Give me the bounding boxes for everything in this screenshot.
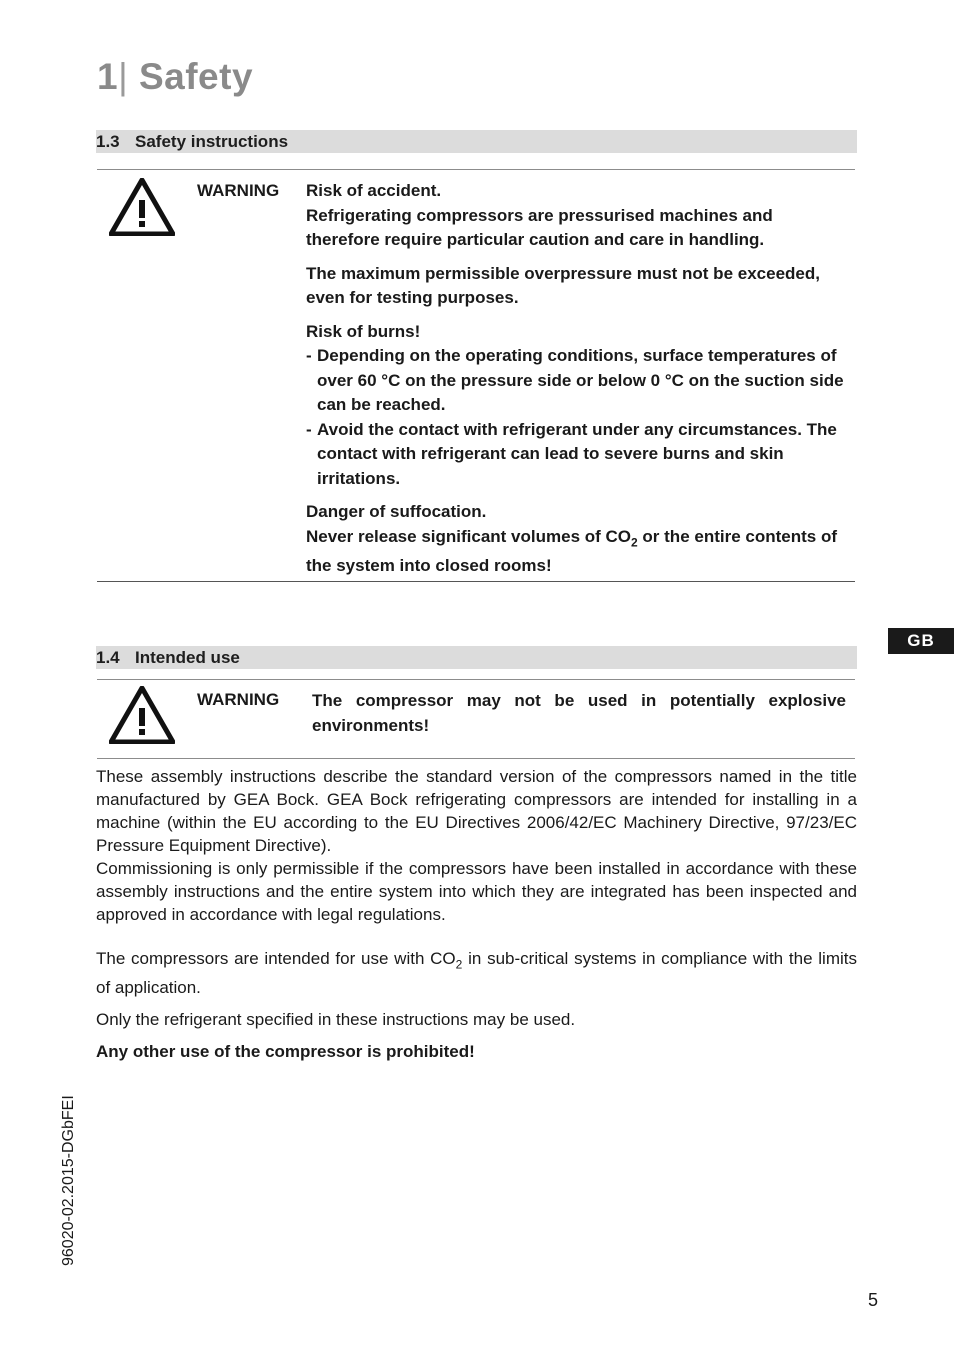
risk-accident-title: Risk of accident.	[306, 181, 442, 200]
paragraph: These assembly instructions describe the standard version of the compressors named in the title manufactured by GEA Bock. GEA Bock refrigerating compressors are intended for installing in a machine (within the EU according to the EU Directives 2006/42/EC Machinery Directive, 97/23/EC Pressure Equipment Directive).	[96, 767, 857, 855]
chapter-number: 1	[97, 56, 119, 97]
section-title: Safety instructions	[135, 132, 289, 151]
section-number: 1.4	[96, 648, 120, 667]
page-number: 5	[868, 1290, 879, 1310]
burns-title: Risk of burns!	[306, 321, 421, 341]
divider	[97, 758, 855, 759]
warning-label: WARNING	[197, 181, 280, 200]
list-item: - Avoid the contact with refrigerant under any circumstances. The contact with refrigerant can lead to severe burns and skin irritations.	[306, 419, 837, 488]
warning-label: WARNING	[197, 690, 280, 709]
suffocation-text: Never release significant volumes of $CO_2$ or the entire contents of the system into closed rooms!	[306, 526, 837, 576]
paragraph: Only the refrigerant specified in these instructions may be used.	[96, 1010, 576, 1030]
document-id: 96020-02.2015-DGbFEI	[60, 1095, 77, 1266]
page-title	[97, 56, 253, 98]
title-separator: |	[118, 56, 129, 97]
divider	[97, 679, 855, 680]
risk-accident-text: Refrigerating compressors are pressurised machines and therefore require particular caution and care in handling.	[306, 205, 773, 249]
prohibited-notice: Any other use of the compressor is prohibited!	[96, 1042, 475, 1062]
intended-use-body	[96, 765, 857, 1063]
suffocation-title: Danger of suffocation.	[306, 502, 487, 521]
language-tab: GB	[888, 628, 954, 654]
warning-triangle-icon	[109, 178, 175, 236]
section-title: Intended use	[135, 648, 240, 667]
section-heading-safety-instructions	[96, 130, 857, 153]
divider	[97, 169, 855, 170]
divider	[97, 581, 855, 582]
overpressure-text: The maximum permissible overpressure must not be exceeded, even for testing purposes.	[306, 263, 820, 307]
paragraph: Commissioning is only permissible if the compressors have been installed in accordance with these assembly instructions and the entire system into which they are integrated has been inspected and approved in accordance with legal regulations.	[96, 859, 857, 924]
section-number: 1.3	[96, 132, 120, 151]
chapter-title: Safety	[138, 56, 254, 97]
section-heading-intended-use	[96, 646, 857, 669]
safety-warning-text	[306, 179, 851, 588]
warning-triangle-icon	[109, 686, 175, 744]
list-item: - Depending on the operating conditions, surface temperatures of over 60 °C on the pressure side or below 0 °C on the suction side can be reached.	[306, 346, 844, 414]
explosive-warning-text: The compressor may not be used in potentially explosive environments!	[312, 691, 846, 735]
paragraph: The compressors are intended for use with $CO_2$ in sub-critical systems in compliance with the limits of application.	[96, 949, 857, 998]
